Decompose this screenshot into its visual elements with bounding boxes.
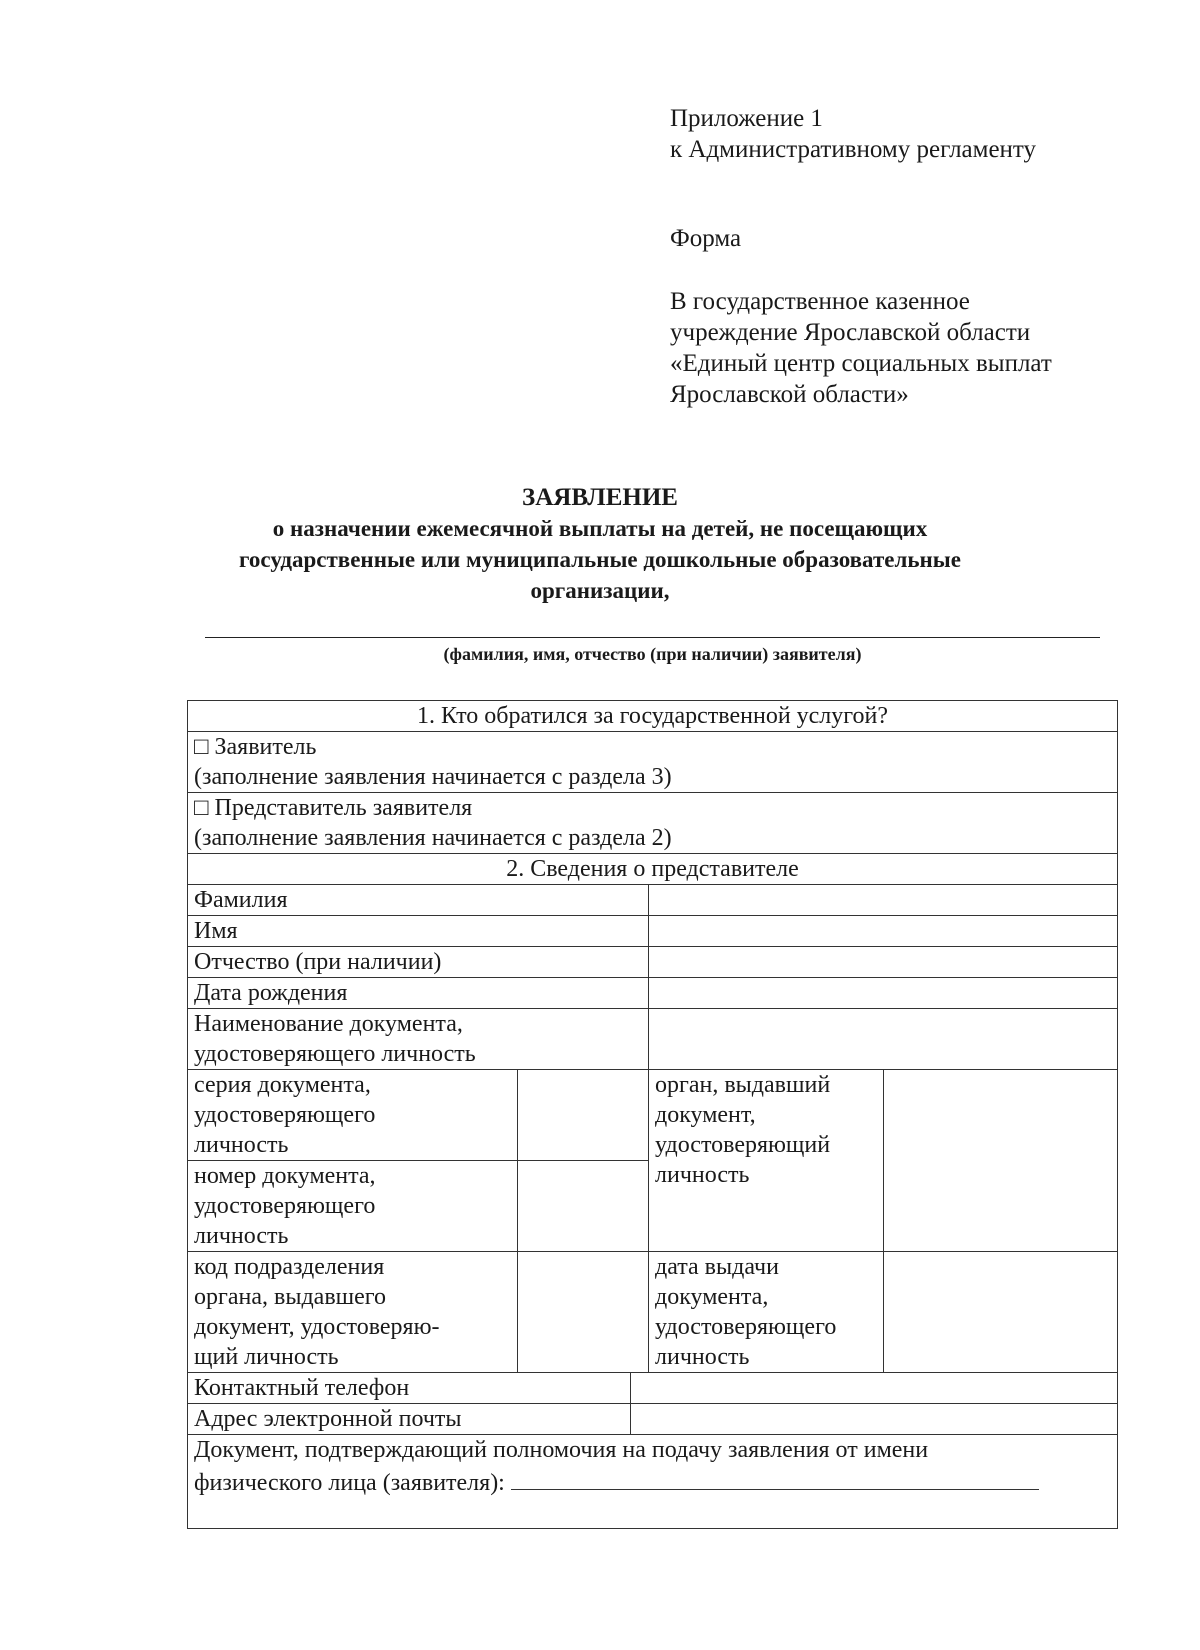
title-line: организации, <box>530 578 670 603</box>
authority-doc-row <box>188 1435 1118 1529</box>
option-applicant-note: (заполнение заявления начинается с раздела 3) <box>194 764 672 790</box>
option-applicant-checkbox[interactable]: □ Заявитель <box>194 734 317 760</box>
authority-doc-cell <box>188 1435 1118 1529</box>
issue-date-line: личность <box>655 1344 750 1370</box>
id-series-row <box>188 1070 1118 1161</box>
applicant-name-caption: (фамилия, имя, отчество (при наличии) заявителя) <box>443 644 862 664</box>
id-number-line: номер документа, <box>194 1163 376 1189</box>
id-series-line: личность <box>194 1132 289 1158</box>
division-code-line: документ, удостоверяю- <box>194 1314 440 1340</box>
issuer-field[interactable] <box>884 1070 1118 1252</box>
title-line: государственные или муниципальные дошкольные образовательные <box>239 547 961 572</box>
form-label: Форма <box>670 225 742 252</box>
id-number-line: личность <box>194 1223 289 1249</box>
header-block <box>670 103 1130 410</box>
section2-header-row <box>188 854 1118 885</box>
surname-label: Фамилия <box>188 885 649 916</box>
issue-date-field[interactable] <box>884 1252 1118 1373</box>
id-series-field[interactable] <box>518 1070 649 1161</box>
applicant-name-line[interactable] <box>205 637 1100 638</box>
id-series-line: удостоверяющего <box>194 1102 376 1128</box>
authority-doc-cont-label: физического лица (заявителя): <box>194 1470 505 1496</box>
issue-date-line: документа, <box>655 1284 769 1310</box>
issue-date-line: удостоверяющего <box>655 1314 837 1340</box>
phone-label: Контактный телефон <box>188 1373 631 1404</box>
issuer-line: удостоверяющий <box>655 1132 831 1158</box>
first-name-field[interactable] <box>649 916 1118 947</box>
issuer-line: документ, <box>655 1102 756 1128</box>
patronymic-label: Отчество (при наличии) <box>188 947 649 978</box>
first-name-row <box>188 916 1118 947</box>
document-title: ЗАЯВЛЕНИЕ <box>522 484 678 511</box>
addressee-line: учреждение Ярославской области <box>670 319 1031 346</box>
appendix-label: Приложение 1 <box>670 105 823 132</box>
id-doc-name-line: Наименование документа, <box>194 1011 463 1037</box>
email-row <box>188 1404 1118 1435</box>
addressee-line: «Единый центр социальных выплат <box>670 350 1052 377</box>
id-series-line: серия документа, <box>194 1072 371 1098</box>
division-code-label <box>188 1252 518 1373</box>
issuer-label <box>649 1070 884 1252</box>
division-code-line: щий личность <box>194 1344 339 1370</box>
division-code-line: органа, выдавшего <box>194 1284 387 1310</box>
option-representative-note: (заполнение заявления начинается с раздела 2) <box>194 825 672 851</box>
email-label: Адрес электронной почты <box>188 1404 631 1435</box>
addressee-line: Ярославской области» <box>670 381 909 408</box>
title-line: о назначении ежемесячной выплаты на детей, не посещающих <box>272 516 928 541</box>
email-field[interactable] <box>631 1404 1118 1435</box>
id-number-label <box>188 1161 518 1252</box>
id-number-line: удостоверяющего <box>194 1193 376 1219</box>
birth-date-label: Дата рождения <box>188 978 649 1009</box>
addressee-line: В государственное казенное <box>670 288 970 315</box>
issuer-line: личность <box>655 1162 750 1188</box>
authority-doc-spacer <box>194 1498 1111 1528</box>
authority-doc-field[interactable] <box>511 1465 1039 1490</box>
id-series-label <box>188 1070 518 1161</box>
phone-row <box>188 1373 1118 1404</box>
id-doc-name-line: удостоверяющего личность <box>194 1041 476 1067</box>
patronymic-row <box>188 947 1118 978</box>
first-name-label: Имя <box>188 916 649 947</box>
authority-doc-label: Документ, подтверждающий полномочия на подачу заявления от имени <box>194 1437 929 1463</box>
issuer-line: орган, выдавший <box>655 1072 831 1098</box>
section1-header-row <box>188 701 1118 732</box>
option-applicant-row[interactable] <box>188 732 1118 793</box>
id-doc-name-label <box>188 1009 649 1070</box>
title-block <box>150 482 1050 606</box>
phone-field[interactable] <box>631 1373 1118 1404</box>
patronymic-field[interactable] <box>649 947 1118 978</box>
regulation-label: к Административному регламенту <box>670 136 1037 163</box>
issue-date-line: дата выдачи <box>655 1254 779 1280</box>
surname-row <box>188 885 1118 916</box>
authority-doc-cont-line <box>194 1465 1111 1498</box>
option-representative-row[interactable] <box>188 793 1118 854</box>
birth-date-field[interactable] <box>649 978 1118 1009</box>
option-applicant-cell[interactable] <box>188 732 1118 793</box>
issue-date-label <box>649 1252 884 1373</box>
option-representative-cell[interactable] <box>188 793 1118 854</box>
division-code-field[interactable] <box>518 1252 649 1373</box>
surname-field[interactable] <box>649 885 1118 916</box>
division-code-row <box>188 1252 1118 1373</box>
option-representative-checkbox[interactable]: □ Представитель заявителя <box>194 795 473 821</box>
application-form-table <box>187 700 1118 1529</box>
section1-title: 1. Кто обратился за государственной услугой? <box>188 701 1118 732</box>
section2-title: 2. Сведения о представителе <box>188 854 1118 885</box>
id-doc-name-field[interactable] <box>649 1009 1118 1070</box>
id-doc-name-row <box>188 1009 1118 1070</box>
id-number-field[interactable] <box>518 1161 649 1252</box>
birth-date-row <box>188 978 1118 1009</box>
division-code-line: код подразделения <box>194 1254 385 1280</box>
